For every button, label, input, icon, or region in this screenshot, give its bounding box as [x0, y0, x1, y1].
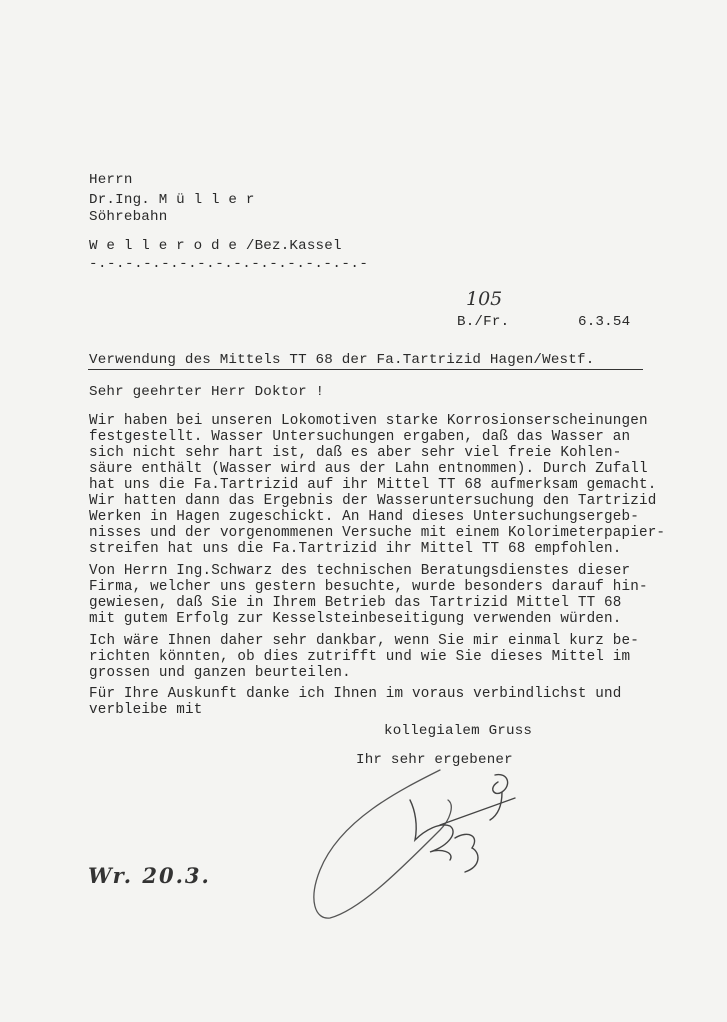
letter-date: 6.3.54	[578, 314, 631, 330]
body-line: gewiesen, daß Sie in Ihrem Betrieb das Tartrizid Mittel TT 68	[89, 595, 622, 611]
address-underline: -.-.-.-.-.-.-.-.-.-.-.-.-.-.-.-	[89, 256, 369, 272]
reference-code: B./Fr.	[457, 314, 510, 330]
handwritten-note: Wr. 20.3.	[88, 863, 211, 888]
address-city: W e l l e r o d e /Bez.Kassel	[89, 238, 342, 254]
address-salutation: Herrn	[89, 172, 133, 188]
body-line: Wir haben bei unseren Lokomotiven starke Korrosionserscheinungen	[89, 413, 648, 429]
body-line: Von Herrn Ing.Schwarz des technischen Beratungsdienstes dieser	[89, 563, 631, 579]
body-line: grossen und ganzen beurteilen.	[89, 665, 351, 681]
closing-signoff: Ihr sehr ergebener	[356, 752, 513, 768]
greeting: Sehr geehrter Herr Doktor !	[89, 384, 325, 400]
body-line: festgestellt. Wasser Untersuchungen ergaben, daß das Wasser an	[89, 429, 631, 445]
body-line: nisses und der vorgenommenen Versuche mit einem Kolorimeterpapier-	[89, 525, 666, 541]
body-line: hat uns die Fa.Tartrizid auf ihr Mittel TT 68 aufmerksam gemacht.	[89, 477, 657, 493]
body-line: Wir hatten dann das Ergebnis der Wasseruntersuchung den Tartrizid	[89, 493, 657, 509]
body-line: richten könnten, ob dies zutrifft und wie Sie dieses Mittel im	[89, 649, 631, 665]
subject-underline	[88, 369, 643, 370]
body-line: Für Ihre Auskunft danke ich Ihnen im voraus verbindlichst und	[89, 686, 622, 702]
body-line: verbleibe mit	[89, 702, 203, 718]
handwritten-reference-number: 105	[466, 288, 503, 310]
body-line: mit gutem Erfolg zur Kesselsteinbeseitigung verwenden würden.	[89, 611, 622, 627]
body-line: Ich wäre Ihnen daher sehr dankbar, wenn Sie mir einmal kurz be-	[89, 633, 639, 649]
body-line: streifen hat uns die Fa.Tartrizid ihr Mittel TT 68 empfohlen.	[89, 541, 622, 557]
address-street: Söhrebahn	[89, 209, 168, 225]
body-line: Werken in Hagen zugeschickt. An Hand dieses Untersuchungsergeb-	[89, 509, 639, 525]
closing-regards: kollegialem Gruss	[384, 723, 533, 739]
address-name: Dr.Ing. M ü l l e r	[89, 192, 255, 208]
body-line: säure enthält (Wasser wird aus der Lahn entnommen). Durch Zufall	[89, 461, 648, 477]
handwritten-signature	[290, 760, 530, 930]
subject-line: Verwendung des Mittels TT 68 der Fa.Tartrizid Hagen/Westf.	[89, 352, 595, 368]
body-line: sich nicht sehr hart ist, daß es aber sehr viel freie Kohlen-	[89, 445, 622, 461]
body-line: Firma, welcher uns gestern besuchte, wurde besonders darauf hin-	[89, 579, 648, 595]
